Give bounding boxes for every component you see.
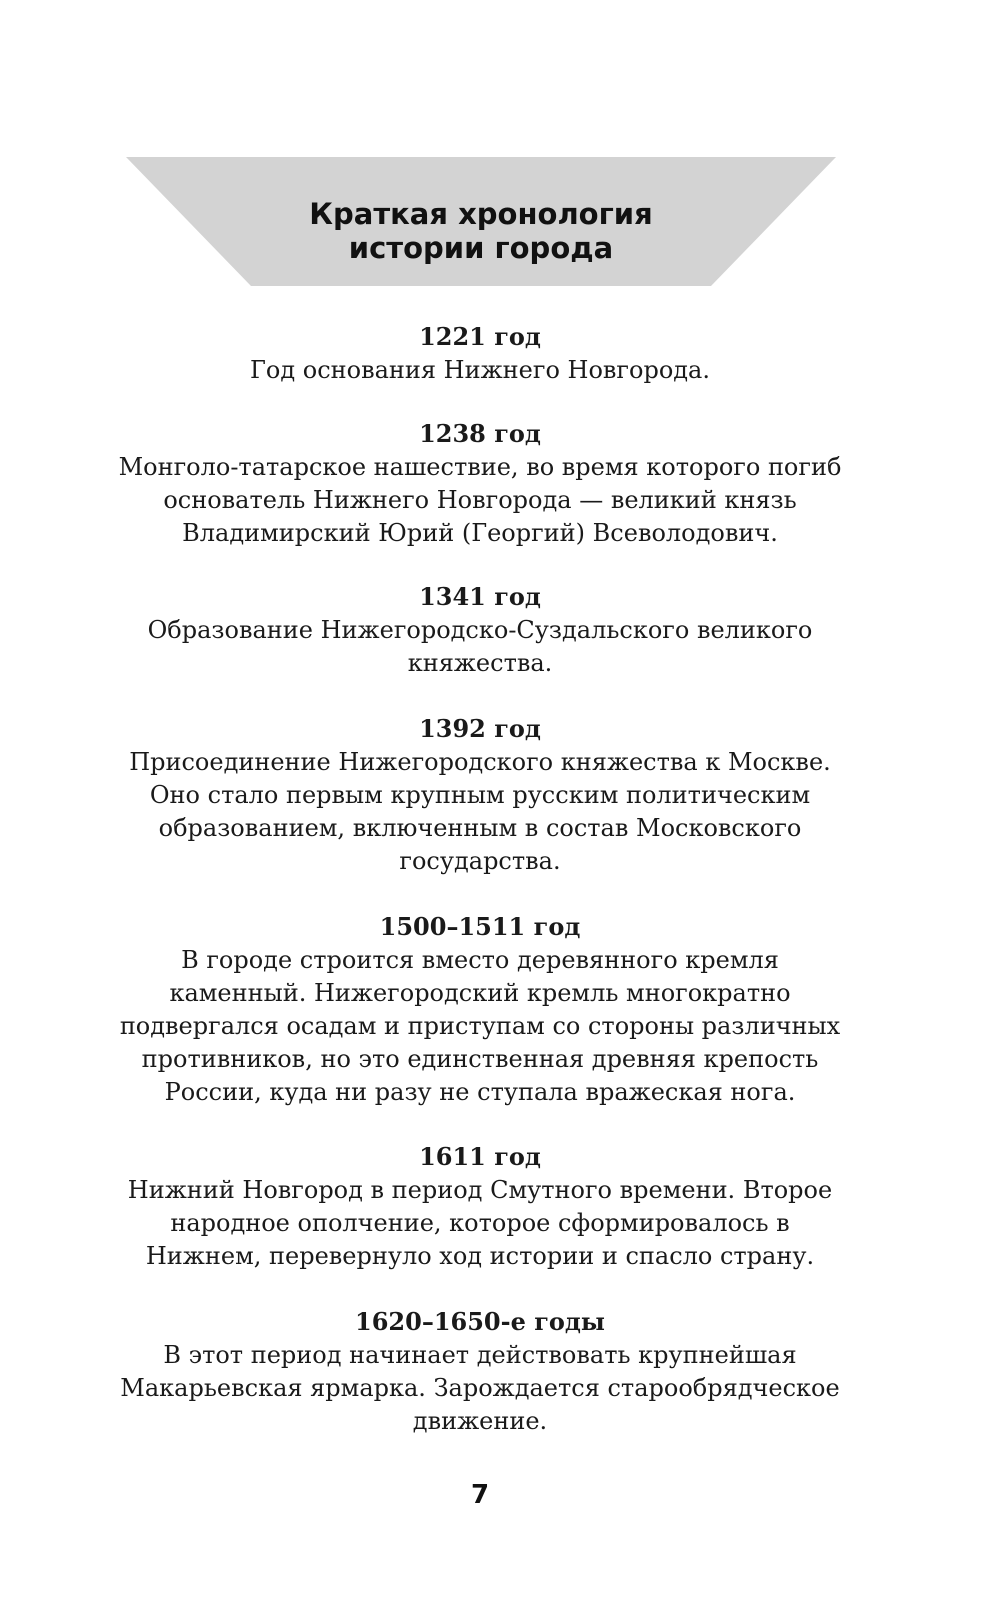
chronology-entry: [110, 1140, 850, 1273]
chronology-entry: [110, 417, 850, 550]
page-title-line-2: истории города: [348, 231, 614, 265]
entry-text: В этот период начинает действовать крупнейшая Макарьевская ярмарка. Зарождается старообрядческое движение.: [120, 1341, 840, 1435]
entry-year: 1341 год: [419, 582, 541, 611]
entry-text: Образование Нижегородско-Суздальского великого княжества.: [147, 616, 813, 677]
page-title: [126, 197, 836, 265]
chronology-entry: [110, 910, 850, 1109]
entry-year: 1611 год: [419, 1142, 541, 1171]
entry-text: Год основания Нижнего Новгорода.: [250, 356, 710, 384]
chronology-entry: [110, 580, 850, 680]
page-title-line-1: Краткая хронология: [309, 197, 653, 231]
page-number: 7: [470, 1480, 490, 1510]
entry-text: Нижний Новгород в период Смутного времени. Второе народное ополчение, которое сформировалось в Нижнем, перевернуло ход истории и спасло страну.: [127, 1176, 833, 1270]
title-banner: [126, 157, 836, 286]
entry-text: Монголо-татарское нашествие, во время которого погиб основатель Нижнего Новгорода — великий князь Владимирский Юрий (Георгий) Всеволодович.: [118, 453, 842, 547]
entry-year: 1238 год: [419, 419, 541, 448]
entry-text: Присоединение Нижегородского княжества к Москве. Оно стало первым крупным русским политическим образованием, включенным в состав Московского государства.: [129, 748, 831, 875]
entry-text: В городе строится вместо деревянного кремля каменный. Нижегородский кремль многократно подвергался осадам и приступам со стороны различных противников, но это единственная древняя крепость России, куда ни разу не ступала вражеская нога.: [119, 946, 841, 1106]
entry-year: 1500–1511 год: [379, 912, 581, 941]
entry-year: 1392 год: [419, 714, 541, 743]
chronology-entry: [110, 320, 850, 387]
chronology-entry: [110, 1305, 850, 1438]
chronology-entry: [110, 712, 850, 878]
entry-year: 1221 год: [419, 322, 541, 351]
entry-year: 1620–1650-е годы: [355, 1307, 605, 1336]
